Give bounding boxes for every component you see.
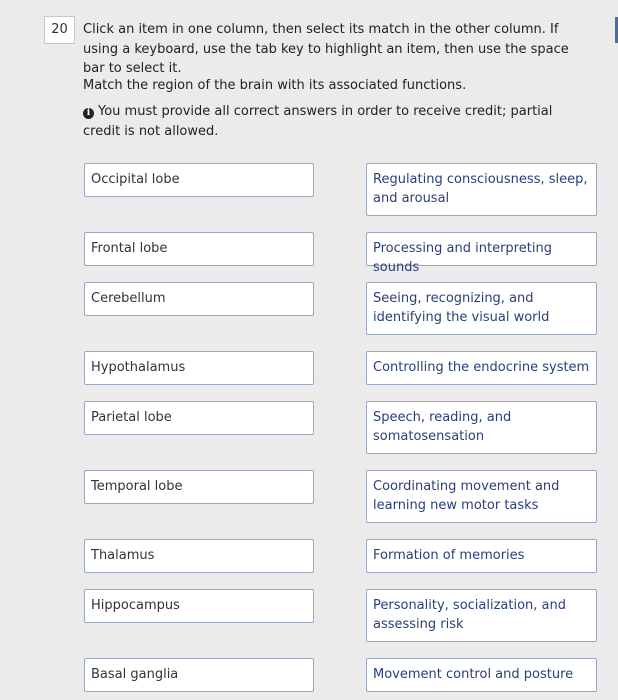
left-item-cerebellum[interactable]: Cerebellum	[84, 282, 314, 316]
left-item-hypothalamus[interactable]: Hypothalamus	[84, 351, 314, 385]
left-item-frontal-lobe[interactable]: Frontal lobe	[84, 232, 314, 266]
right-item-visual-world[interactable]: Seeing, recognizing, and identifying the visual world	[366, 282, 597, 335]
left-item-basal-ganglia[interactable]: Basal ganglia	[84, 658, 314, 692]
partial-credit-warning	[83, 102, 593, 141]
left-item-hippocampus[interactable]: Hippocampus	[84, 589, 314, 623]
info-circle-icon: i	[83, 108, 94, 119]
left-item-parietal-lobe[interactable]: Parietal lobe	[84, 401, 314, 435]
right-item-personality-socialization[interactable]: Personality, socialization, and assessing risk	[366, 589, 597, 642]
right-item-coordinating-movement[interactable]: Coordinating movement and learning new motor tasks	[366, 470, 597, 523]
left-item-temporal-lobe[interactable]: Temporal lobe	[84, 470, 314, 504]
right-item-movement-control-posture[interactable]: Movement control and posture	[366, 658, 597, 692]
warning-text: You must provide all correct answers in order to receive credit; partial credit is not allowed.	[83, 104, 553, 139]
instructions-text: Click an item in one column, then select its match in the other column. If using a keyboard, use the tab key to highlight an item, then use the space bar to select it.	[83, 22, 569, 76]
left-item-thalamus[interactable]: Thalamus	[84, 539, 314, 573]
left-item-occipital-lobe[interactable]: Occipital lobe	[84, 163, 314, 197]
question-number: 20	[44, 16, 75, 44]
question-prompt: Match the region of the brain with its associated functions.	[83, 78, 467, 93]
right-item-processing-sounds[interactable]: Processing and interpreting sounds	[366, 232, 597, 266]
right-item-formation-of-memories[interactable]: Formation of memories	[366, 539, 597, 573]
right-item-speech-reading-somatosensation[interactable]: Speech, reading, and somatosensation	[366, 401, 597, 454]
right-item-consciousness-sleep-arousal[interactable]: Regulating consciousness, sleep, and arousal	[366, 163, 597, 216]
right-item-endocrine-system[interactable]: Controlling the endocrine system	[366, 351, 597, 385]
